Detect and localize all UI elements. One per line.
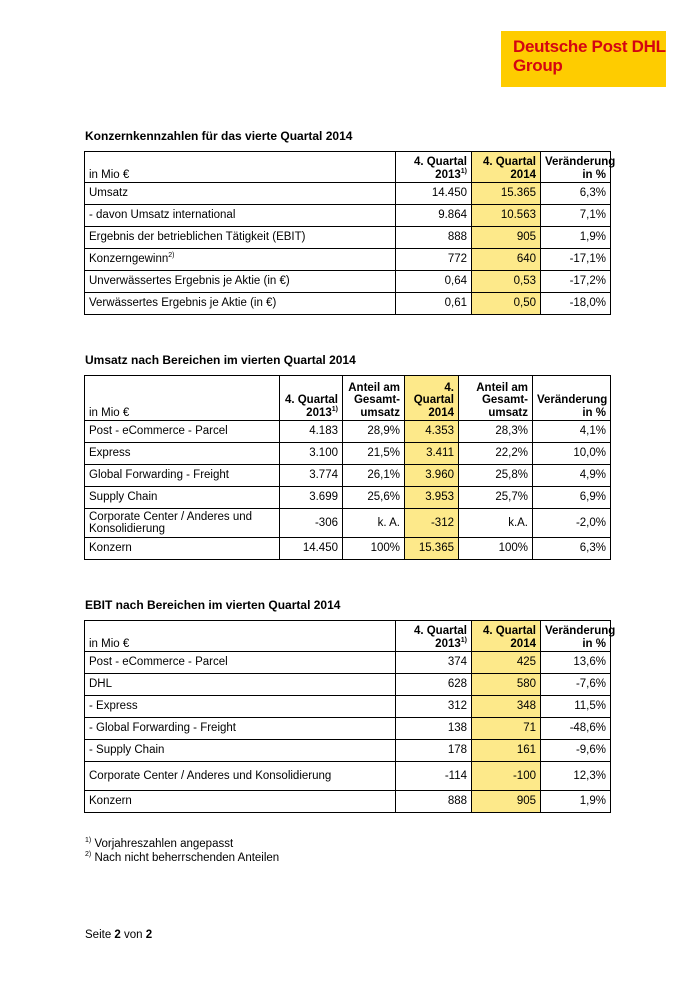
value-2014: -100 <box>472 762 541 791</box>
value-2013: 4.183 <box>280 421 343 443</box>
value-change: -9,6% <box>541 740 611 762</box>
row-label: Verwässertes Ergebnis je Aktie (in €) <box>85 293 396 315</box>
value-change: 13,6% <box>541 652 611 674</box>
table-row <box>85 509 611 538</box>
footnotes <box>85 837 279 865</box>
share-2014: k.A. <box>459 509 533 538</box>
value-change: 7,1% <box>541 205 611 227</box>
value-change: 1,9% <box>541 227 611 249</box>
footnote-2: $^{2)}$ Nach nicht beherrschenden Anteilen <box>85 851 280 864</box>
table-row <box>85 227 611 249</box>
value-2014: 15.365 <box>472 183 541 205</box>
table2-unit-label: in Mio € <box>85 376 280 421</box>
value-change: -2,0% <box>533 509 611 538</box>
value-2013: 772 <box>396 249 472 271</box>
share-2013: 26,1% <box>343 465 405 487</box>
value-2013: 0,64 <box>396 271 472 293</box>
value-2013: 9.864 <box>396 205 472 227</box>
value-2013: 3.100 <box>280 443 343 465</box>
value-change: -17,2% <box>541 271 611 293</box>
row-label: Konzerngewinn$^{2)}$ <box>85 249 396 271</box>
row-label: Corporate Center / Anderes und Konsolidierung <box>85 762 396 791</box>
value-2013: 312 <box>396 696 472 718</box>
value-2014: 640 <box>472 249 541 271</box>
table3-title: EBIT nach Bereichen im vierten Quartal 2014 <box>85 598 341 612</box>
table3-col-2013: 4. Quartal 2013$^{1)}$ <box>396 621 472 652</box>
row-label: Post - eCommerce - Parcel <box>85 421 280 443</box>
value-2013: 888 <box>396 227 472 249</box>
table-row <box>85 443 611 465</box>
table-row <box>85 271 611 293</box>
row-label: - Global Forwarding - Freight <box>85 718 396 740</box>
row-label: Unverwässertes Ergebnis je Aktie (in €) <box>85 271 396 293</box>
table2-col-2014: 4. Quartal 2014 <box>405 376 459 421</box>
share-2013: 21,5% <box>343 443 405 465</box>
logo-line-2: Group <box>513 56 563 75</box>
share-2013: 100% <box>343 538 405 560</box>
value-2013: 14.450 <box>396 183 472 205</box>
row-label: - Supply Chain <box>85 740 396 762</box>
value-2014: 425 <box>472 652 541 674</box>
share-2013: k. A. <box>343 509 405 538</box>
table2-revenue-by-division <box>84 375 611 560</box>
value-2013: 888 <box>396 791 472 813</box>
page-number: Seite 2 von 2 <box>85 929 153 941</box>
table2-title: Umsatz nach Bereichen im vierten Quartal 2014 <box>85 353 356 367</box>
table2-col-change: Veränderung in % <box>533 376 611 421</box>
table1-title: Konzernkennzahlen für das vierte Quartal 2014 <box>85 129 353 143</box>
table-row <box>85 421 611 443</box>
value-change: 6,3% <box>533 538 611 560</box>
row-label: DHL <box>85 674 396 696</box>
footnote-1: $^{1)}$ Vorjahreszahlen angepasst <box>85 837 234 850</box>
value-change: 4,1% <box>533 421 611 443</box>
row-label: Corporate Center / Anderes und Konsolidierung <box>85 509 280 538</box>
value-2013: 0,61 <box>396 293 472 315</box>
value-2014: 348 <box>472 696 541 718</box>
table-row <box>85 487 611 509</box>
table2-header-row <box>85 376 611 421</box>
table1-key-figures <box>84 151 616 315</box>
row-label: Post - eCommerce - Parcel <box>85 652 396 674</box>
table1-col-change: Veränderung in % <box>541 152 611 183</box>
row-label: Umsatz <box>85 183 396 205</box>
value-2013: 374 <box>396 652 472 674</box>
row-label: Express <box>85 443 280 465</box>
table-row <box>85 696 611 718</box>
table3-ebit-by-division <box>84 620 616 813</box>
value-2014: 580 <box>472 674 541 696</box>
value-2013: 138 <box>396 718 472 740</box>
share-2014: 22,2% <box>459 443 533 465</box>
table2-col-share-2014: Anteil am Gesamt-umsatz <box>459 376 533 421</box>
value-2014: 4.353 <box>405 421 459 443</box>
table2-col-2013: 4. Quartal 2013$^{1)}$ <box>280 376 343 421</box>
table-row <box>85 465 611 487</box>
value-change: -48,6% <box>541 718 611 740</box>
table-row <box>85 205 611 227</box>
value-change: -7,6% <box>541 674 611 696</box>
footnote-mark: 2) <box>168 252 175 260</box>
value-change: 11,5% <box>541 696 611 718</box>
row-label: - Express <box>85 696 396 718</box>
company-logo <box>501 31 666 87</box>
value-2014: 161 <box>472 740 541 762</box>
table-row <box>85 674 611 696</box>
value-2013: -306 <box>280 509 343 538</box>
table1-col-2014: 4. Quartal 2014 <box>472 152 541 183</box>
value-2013: 14.450 <box>280 538 343 560</box>
table-row <box>85 762 611 791</box>
value-2014: 10.563 <box>472 205 541 227</box>
value-2013: 3.774 <box>280 465 343 487</box>
row-label: Konzern <box>85 538 280 560</box>
table1-col-2013: 4. Quartal 2013$^{1)}$ <box>396 152 472 183</box>
row-label: Global Forwarding - Freight <box>85 465 280 487</box>
value-2013: 3.699 <box>280 487 343 509</box>
share-2014: 100% <box>459 538 533 560</box>
share-2014: 25,7% <box>459 487 533 509</box>
value-change: -17,1% <box>541 249 611 271</box>
table3-col-2014: 4. Quartal 2014 <box>472 621 541 652</box>
value-change: 10,0% <box>533 443 611 465</box>
value-2014: 3.411 <box>405 443 459 465</box>
value-2013: 628 <box>396 674 472 696</box>
value-change: 4,9% <box>533 465 611 487</box>
value-change: -18,0% <box>541 293 611 315</box>
table-row <box>85 791 611 813</box>
table-row <box>85 652 611 674</box>
table-row <box>85 183 611 205</box>
share-2013: 28,9% <box>343 421 405 443</box>
share-2014: 25,8% <box>459 465 533 487</box>
share-2013: 25,6% <box>343 487 405 509</box>
row-label: Konzern <box>85 791 396 813</box>
row-label: - davon Umsatz international <box>85 205 396 227</box>
value-change: 12,3% <box>541 762 611 791</box>
value-2014: 71 <box>472 718 541 740</box>
table-row <box>85 740 611 762</box>
value-2014: 0,53 <box>472 271 541 293</box>
value-2013: 178 <box>396 740 472 762</box>
value-2014: 905 <box>472 791 541 813</box>
value-change: 6,3% <box>541 183 611 205</box>
value-2014: 905 <box>472 227 541 249</box>
table-row <box>85 538 611 560</box>
row-label: Ergebnis der betrieblichen Tätigkeit (EBIT) <box>85 227 396 249</box>
table2-col-share-2013: Anteil am Gesamt-umsatz <box>343 376 405 421</box>
table1-header-row <box>85 152 611 183</box>
value-2013: -114 <box>396 762 472 791</box>
value-2014: -312 <box>405 509 459 538</box>
value-2014: 3.960 <box>405 465 459 487</box>
table3-col-change: Veränderung in % <box>541 621 611 652</box>
logo-line-1: Deutsche Post DHL <box>513 37 666 56</box>
share-2014: 28,3% <box>459 421 533 443</box>
table3-unit-label: in Mio € <box>85 621 396 652</box>
value-2014: 0,50 <box>472 293 541 315</box>
value-2014: 15.365 <box>405 538 459 560</box>
table-row <box>85 293 611 315</box>
table3-header-row <box>85 621 611 652</box>
row-label: Supply Chain <box>85 487 280 509</box>
value-2014: 3.953 <box>405 487 459 509</box>
table1-unit-label: in Mio € <box>85 152 396 183</box>
table-row <box>85 718 611 740</box>
value-change: 6,9% <box>533 487 611 509</box>
table-row <box>85 249 611 271</box>
value-change: 1,9% <box>541 791 611 813</box>
